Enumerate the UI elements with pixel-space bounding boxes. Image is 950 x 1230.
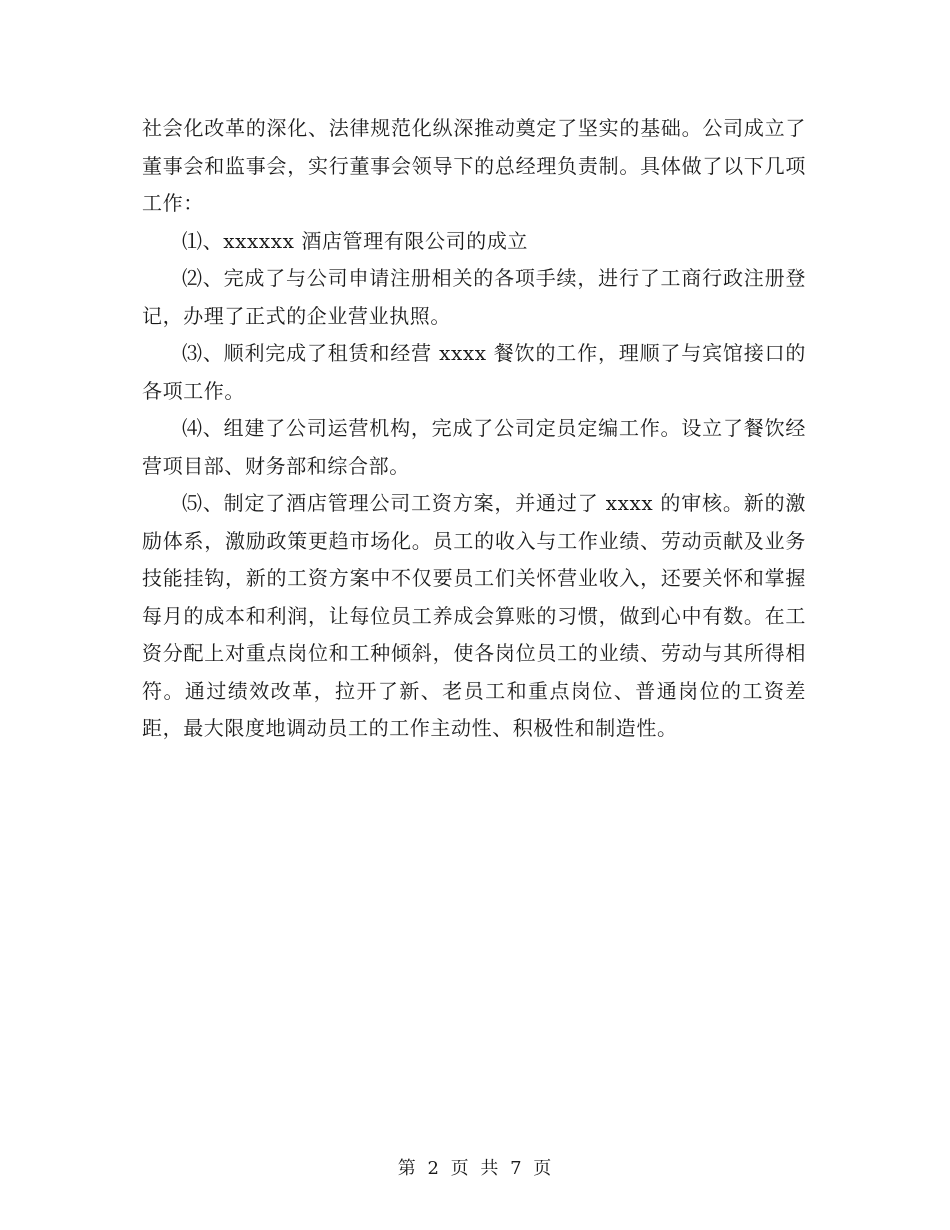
page-number-footer: 第 2 页 共 7 页 [397, 1158, 553, 1179]
paragraph-item-5: ⑸、制定了酒店管理公司工资方案，并通过了 xxxx 的审核。新的激励体系，激励政策更趋市场化。员工的收入与工作业绩、劳动贡献及业务技能挂钩，新的工资方案中不仅要员工们关怀营业收入，还要关怀和掌握每月的成本和利润，让每位员工养成会算账的习惯，做到心中有数。在工资分配上对重点岗位和工种倾斜，使各岗位员工的业绩、劳动与其所得相符。通过绩效改革，拉开了新、老员工和重点岗位、普通岗位的工资差距，最大限度地调动员工的工作主动性、积极性和制造性。 [142, 491, 806, 740]
paragraph-item-1: ⑴、xxxxxx 酒店管理有限公司的成立 [182, 228, 529, 253]
paragraph-item-3: ⑶、顺利完成了租赁和经营 xxxx 餐饮的工作，理顺了与宾馆接口的各项工作。 [142, 341, 806, 403]
paragraph-item-2: ⑵、完成了与公司申请注册相关的各项手续，进行了工商行政注册登记，办理了正式的企业营业执照。 [142, 266, 806, 328]
paragraph-item-4: ⑷、组建了公司运营机构，完成了公司定员定编工作。设立了餐饮经营项目部、财务部和综合部。 [142, 416, 806, 478]
document-body [142, 110, 806, 748]
paragraph-intro: 社会化改革的深化、法律规范化纵深推动奠定了坚实的基础。公司成立了董事会和监事会，实行董事会领导下的总经理负责制。具体做了以下几项工作： [142, 116, 806, 215]
